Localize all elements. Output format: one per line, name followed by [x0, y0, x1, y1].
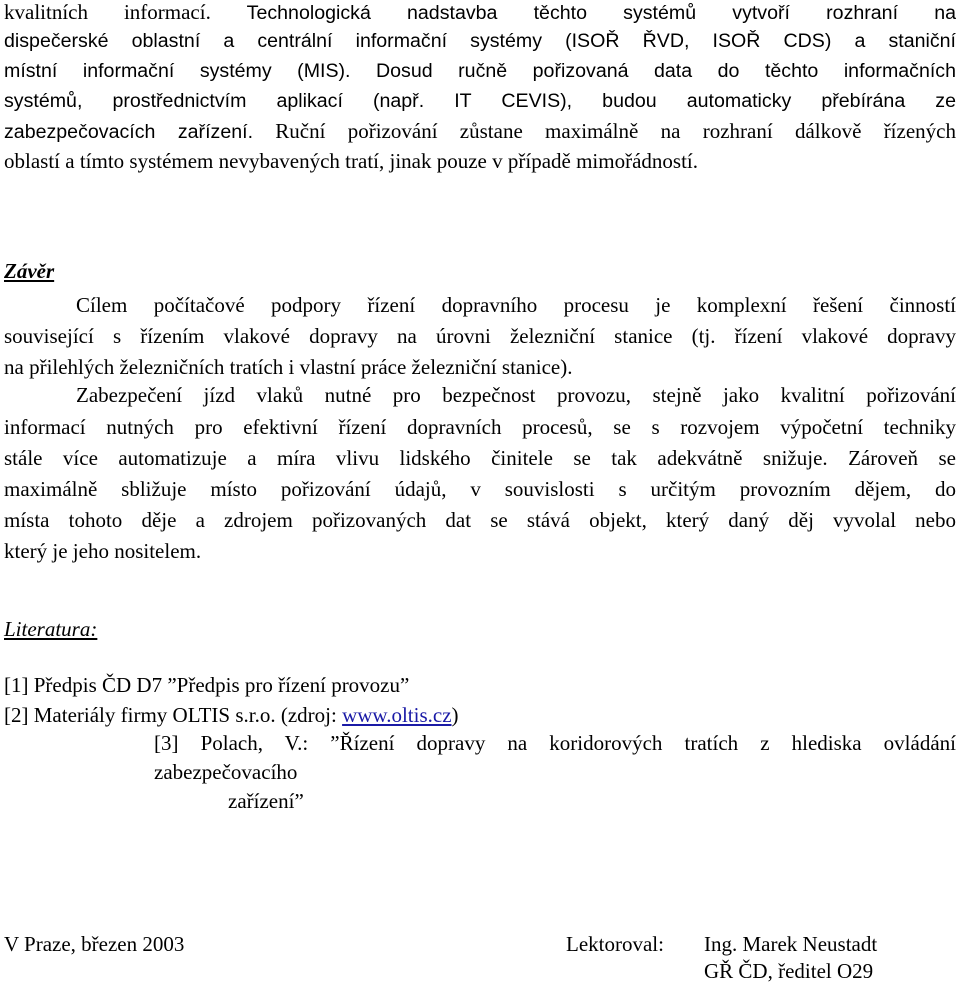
reference-3-line-3: zařízení”	[228, 789, 304, 813]
zaver-p2-line-5: místa tohoto děje a zdrojem pořizovaných dat se stává objekt, který daný děj vyvolal nebo	[4, 508, 956, 532]
zaver-p2-line-4: maximálně sbližuje místo pořizování údajů, v souvislosti s určitým provozním dějem, do	[4, 477, 956, 501]
intro-line-5-serif: Ruční pořizování zůstane maximálně na rozhraní dálkově řízených	[253, 119, 956, 143]
zaver-p1-line-1: Cílem počítačové podpory řízení dopravního procesu je komplexní řešení činností	[76, 293, 956, 317]
reference-2	[4, 700, 956, 730]
zaver-p1-line-3: na přilehlých železničních tratích i vlastní práce železniční stanice).	[4, 355, 573, 379]
intro-line-4: systémů, prostřednictvím aplikací (např. IT CEVIS), budou automaticky přebírána ze	[4, 90, 956, 112]
intro-line-1-sans: Technologická nadstavba těchto systémů vytvoří rozhraní na	[210, 2, 956, 24]
intro-line-1	[4, 0, 956, 28]
intro-line-5	[4, 116, 956, 147]
zaver-p2-line-3: stále více automatizuje a míra vlivu lidského činitele se tak adekvátně snižuje. Zároveň se	[4, 446, 956, 470]
place-date: V Praze, březen 2003	[4, 932, 185, 956]
reviewer-name: Ing. Marek Neustadt	[704, 932, 878, 956]
zaver-p1-line-2: související s řízením vlakové dopravy na úrovni železniční stanice (tj. řízení vlakové dopravy	[4, 324, 956, 348]
zaver-p2-line-2: informací nutných pro efektivní řízení dopravních procesů, se s rozvojem výpočetní techniky	[4, 415, 956, 439]
intro-line-5-sans: zabezpečovacích zařízení.	[4, 121, 254, 143]
reviewer-label: Lektoroval:	[566, 932, 664, 956]
zaver-p2-line-6: který je jeho nositelem.	[4, 539, 202, 563]
reference-1: [1] Předpis ČD D7 ”Předpis pro řízení provozu”	[4, 673, 410, 697]
reference-2-text: [2] Materiály firmy OLTIS s.r.o. (zdroj:	[4, 703, 343, 727]
reference-2-suffix: )	[451, 703, 459, 727]
intro-line-3: místní informační systémy (MIS). Dosud ručně pořizovaná data do těchto informačních	[4, 60, 956, 82]
oltis-link[interactable]: www.oltis.cz	[342, 703, 452, 727]
section-heading-zaver: Závěr	[4, 259, 55, 283]
reference-3-line-2: zabezpečovacího	[154, 760, 298, 784]
reviewer-role: GŘ ČD, ředitel O29	[704, 959, 874, 983]
section-heading-literatura: Literatura:	[4, 617, 98, 641]
intro-line-6: oblastí a tímto systémem nevybavených tratí, jinak pouze v případě mimořádností.	[4, 149, 699, 173]
intro-line-2: dispečerské oblastní a centrální informační systémy (ISOŘ ŘVD, ISOŘ CDS) a staniční	[4, 30, 956, 52]
intro-line-1-serif: kvalitních informací.	[4, 0, 211, 24]
reference-3-line-1: [3] Polach, V.: ”Řízení dopravy na koridorových tratích z hlediska ovládání	[154, 731, 956, 755]
zaver-p2-line-1: Zabezpečení jízd vlaků nutné pro bezpečnost provozu, stejně jako kvalitní pořizování	[76, 383, 956, 407]
